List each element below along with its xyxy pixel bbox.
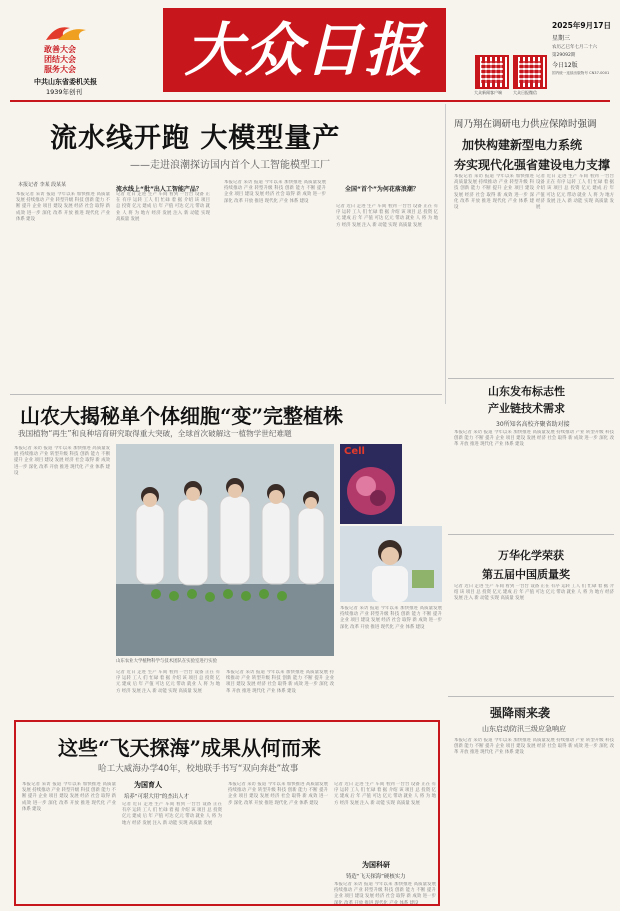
lunar-date: 农历乙巳年七月二十六: [552, 45, 597, 50]
cell-subtitle: 我国植物“再生”和良种培育研究取得重大突破，全球首次破解这一植物学世纪难题: [18, 429, 292, 438]
sky-section-heading: 为国科研: [362, 861, 390, 869]
party-note: 中共山东省委机关报: [34, 78, 97, 86]
story-headline: 万华化学荣获: [498, 549, 564, 562]
flame-logo-icon: [40, 22, 92, 42]
journal-name: Cell: [344, 446, 365, 457]
cell-body-column: [116, 670, 220, 714]
cell-body-column: [226, 670, 334, 714]
lead-headline: 流水线开跑 大模型量产: [50, 123, 341, 154]
story-intro: 周乃翔在调研电力供应保障时强调: [454, 119, 597, 130]
lead-body-column: [116, 192, 210, 392]
slogan-line: 团结大会: [44, 55, 76, 64]
researcher-photo: [340, 526, 442, 602]
masthead-rule: [10, 100, 610, 102]
story-body: [454, 174, 534, 374]
slogan-block: [44, 45, 104, 75]
lab-photo: [116, 444, 334, 656]
date-block: [552, 20, 616, 76]
sky-headline: 这些“飞天探海”成果从何而来: [58, 736, 322, 760]
story-body: [454, 584, 614, 694]
publication-code: 国内统一连续出版物号 CN37-0001: [552, 71, 610, 75]
qr-label: 大众日报微信: [513, 90, 537, 95]
researcher-image: [340, 526, 442, 602]
weekday: 星期三: [552, 35, 571, 42]
sky-body-column: [334, 782, 436, 856]
section-rule: [10, 394, 442, 395]
sky-body-column: [122, 802, 222, 904]
qr-label: 大众新闻客户端: [474, 90, 502, 95]
sky-story: [14, 720, 440, 906]
section-rule: [448, 696, 614, 697]
right-column-divider: [445, 104, 446, 404]
lead-byline: 本报记者 李某 段某某: [18, 182, 67, 188]
sky-subtitle: 哈工大威海办学40年，校地联手书写“双向奔赴”故事: [98, 764, 299, 774]
page-count: 今日12版: [552, 62, 578, 69]
right-column: [448, 104, 614, 904]
section-rule: [448, 378, 614, 379]
sky-body-column: [22, 782, 116, 904]
founded-note: 1939年创刊: [46, 88, 83, 96]
sky-section-subheading: 培养“可堪大用”的杰出人才: [124, 794, 189, 800]
slogan-line: 服务大会: [44, 65, 76, 74]
story-body: [454, 430, 614, 528]
sky-section-heading: 为国育人: [134, 781, 162, 789]
section-rule: [448, 534, 614, 535]
cell-body-column: [14, 446, 110, 714]
lead-body-column: [16, 192, 110, 392]
lead-story: [10, 104, 442, 394]
story-body: [454, 738, 614, 902]
photo-caption: 山东农业大学植物科学与技术团队在实验室进行实验: [116, 659, 217, 664]
masthead-title: 大众日报: [184, 16, 425, 84]
story-headline: 第五届中国质量奖: [482, 568, 570, 581]
masthead: [0, 0, 620, 100]
lead-body-column: [336, 204, 438, 392]
story-headline: 山东发布标志性: [488, 385, 565, 398]
cell-image-icon: [344, 462, 398, 520]
slogan-line: 敢善大会: [44, 45, 76, 54]
story-headline: 加快构建新型电力系统: [462, 138, 583, 152]
lab-scene-image: [116, 444, 334, 656]
issue-date: 2025年9月17日: [552, 21, 612, 30]
sky-body-column: [228, 782, 328, 904]
masthead-title-box: [163, 8, 446, 92]
qr-code-icon[interactable]: [513, 55, 547, 89]
sky-body-column: [334, 882, 436, 904]
lead-box-heading: 流水线上“批”出人工智能产品？: [116, 186, 202, 193]
cell-headline: 山农大揭秘单个体细胞“变”完整植株: [20, 404, 344, 428]
story-subtitle: 山东启动防汛三级应急响应: [482, 725, 566, 733]
sky-section-subheading: 铸造“飞天探海”硬核实力: [346, 874, 406, 880]
qr-code-icon[interactable]: [475, 55, 509, 89]
story-subtitle: 30所知名高校齐聚省助对接: [496, 421, 570, 428]
story-headline: 夯实现代化强省建设电力支撑: [454, 158, 611, 172]
story-headline: 产业链技术需求: [488, 402, 565, 415]
story-body: [536, 174, 614, 374]
lead-body-column: [224, 180, 326, 392]
party-logo: [40, 22, 92, 42]
cell-story: [10, 396, 442, 718]
story-headline: 强降雨来袭: [490, 706, 551, 720]
issue-number: 第29092期: [552, 53, 576, 58]
cell-body-column: [340, 606, 442, 714]
lead-box-heading: 全国“首个”为何花落浪潮？: [345, 186, 419, 193]
journal-cover: [340, 444, 402, 524]
lead-subtitle: ——走进浪潮探访国内首个人工智能模型工厂: [130, 160, 330, 171]
